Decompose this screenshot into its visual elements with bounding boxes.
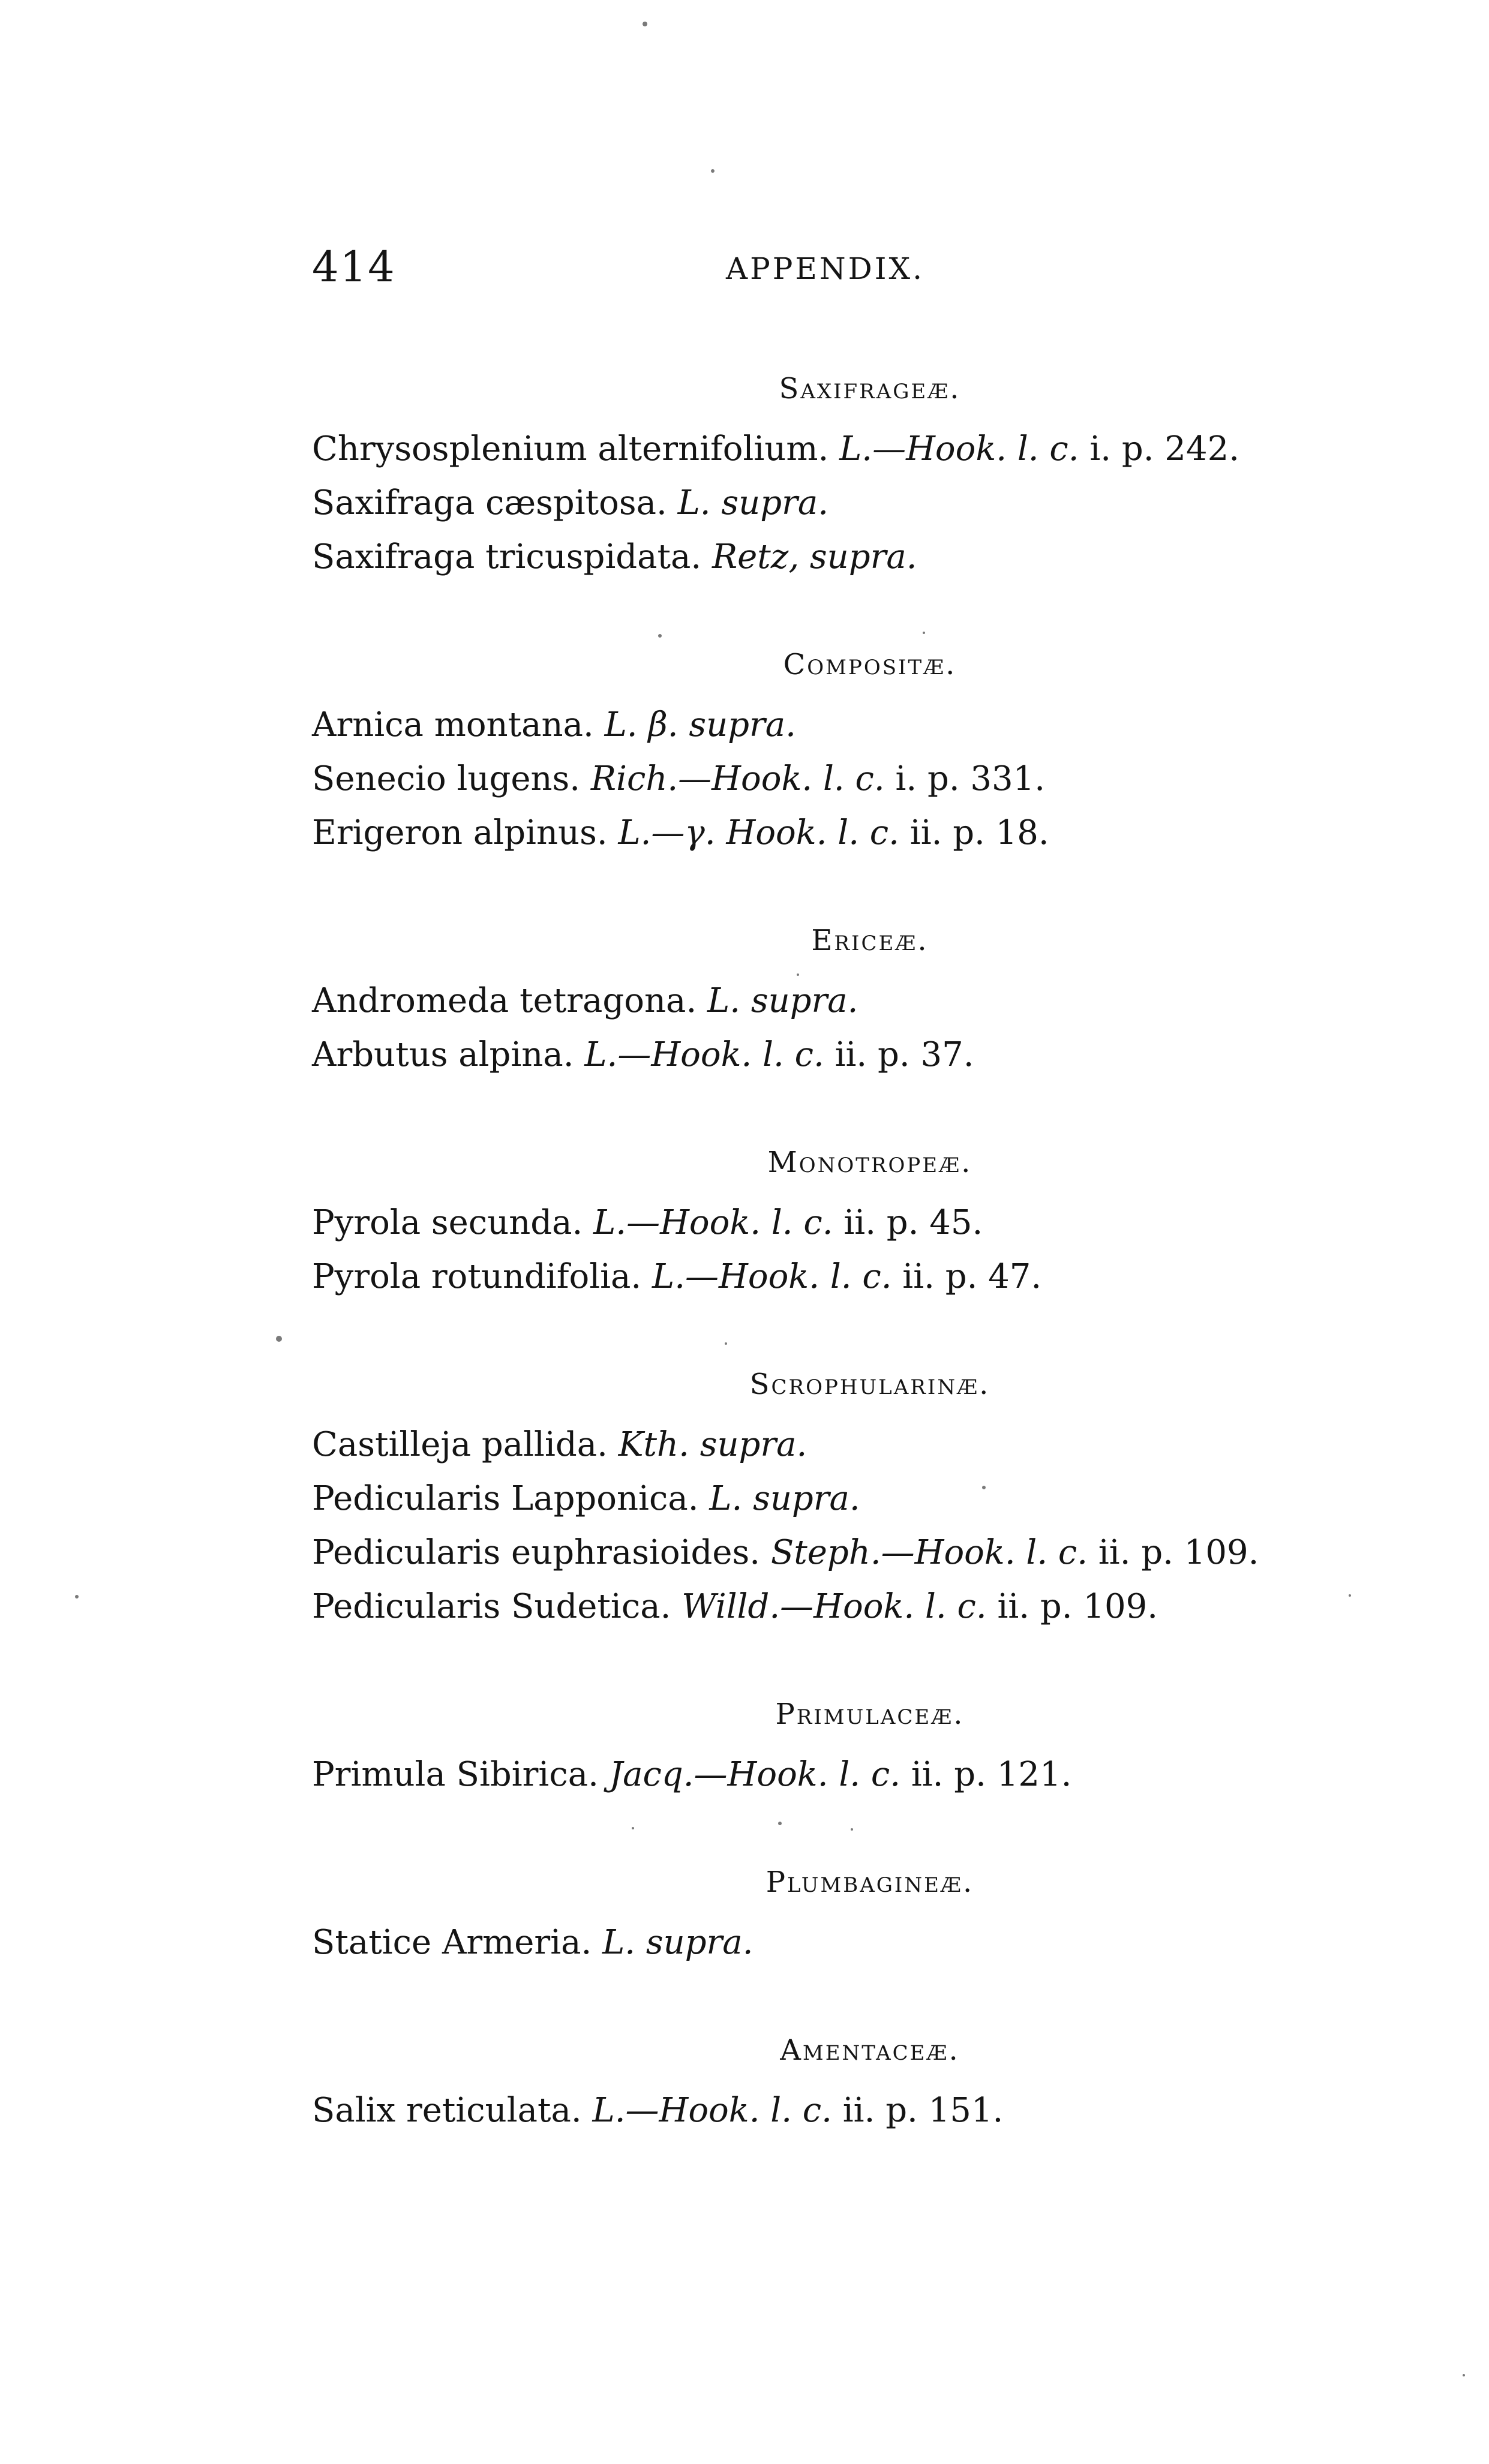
plant-list	[312, 366, 1259, 2138]
family-heading: Scrophularinæ.	[749, 1368, 990, 1401]
species-name: Saxifraga cæspitosa.	[312, 483, 678, 522]
species-name: Pedicularis Sudetica.	[312, 1587, 682, 1626]
authority: L. supra.	[707, 981, 858, 1020]
authority: Retz, supra.	[712, 537, 917, 576]
authority: Steph.—Hook. l. c.	[770, 1533, 1088, 1572]
authority: Jacq.—Hook. l. c.	[609, 1755, 901, 1794]
authority: L. β. supra.	[604, 705, 796, 744]
list-item	[312, 1580, 1248, 1634]
family-section-saxifrageae	[312, 366, 1248, 642]
species-name: Castilleja pallida.	[312, 1425, 619, 1464]
species-name: Salix reticulata.	[312, 2091, 593, 2130]
family-heading: Plumbagineæ.	[765, 1865, 974, 1899]
authority: L.—Hook. l. c.	[584, 1035, 824, 1074]
list-item	[312, 752, 1248, 806]
running-head	[312, 240, 1236, 300]
species-name: Pedicularis euphrasioides.	[312, 1533, 771, 1572]
reference: ii. p. 45.	[833, 1203, 983, 1242]
species-name: Arnica montana.	[312, 705, 605, 744]
family-heading: Ericeæ.	[811, 924, 929, 957]
authority: L.—γ. Hook. l. c.	[618, 813, 899, 852]
list-item	[312, 2084, 1248, 2138]
authority: L. supra.	[602, 1923, 753, 1962]
list-item	[312, 1472, 1248, 1526]
reference: ii. p. 47.	[891, 1257, 1042, 1296]
species-name: Primula Sibirica.	[312, 1755, 610, 1794]
reference: ii. p. 18.	[899, 813, 1049, 852]
list-item	[312, 974, 1248, 1028]
species-name: Andromeda tetragona.	[312, 981, 708, 1020]
family-heading: Monotropeæ.	[767, 1146, 972, 1179]
species-name: Erigeron alpinus.	[312, 813, 619, 852]
authority: L.—Hook. l. c.	[593, 1203, 833, 1242]
list-item	[312, 1526, 1259, 1580]
family-section-monotropeae	[312, 1140, 1248, 1362]
species-name: Statice Armeria.	[312, 1923, 603, 1962]
family-section-plumbagineae	[312, 1859, 1248, 2027]
list-item	[312, 1250, 1248, 1304]
reference: ii. p. 109.	[986, 1587, 1158, 1626]
page-number: 414	[312, 242, 396, 292]
reference: i. p. 242.	[1079, 429, 1239, 468]
reference: ii. p. 151.	[831, 2091, 1004, 2130]
family-section-ericeae	[312, 918, 1248, 1140]
family-section-primulaceae	[312, 1691, 1248, 1859]
list-item	[312, 698, 1248, 752]
species-name: Chrysosplenium alternifolium.	[312, 429, 840, 468]
species-name: Senecio lugens.	[312, 759, 591, 798]
family-section-scrophularinae	[312, 1362, 1259, 1691]
list-item	[312, 1916, 1248, 1970]
family-section-amentaceae	[312, 2027, 1248, 2138]
list-item	[312, 530, 1248, 584]
authority: Kth. supra.	[618, 1425, 807, 1464]
family-heading: Saxifrageæ.	[779, 372, 961, 405]
list-item	[312, 806, 1248, 860]
list-item	[312, 422, 1248, 476]
running-title: APPENDIX.	[726, 251, 924, 286]
authority: L.—Hook. l. c.	[839, 429, 1079, 468]
family-heading: Primulaceæ.	[775, 1697, 965, 1731]
reference: ii. p. 37.	[824, 1035, 974, 1074]
species-name: Pedicularis Lapponica.	[312, 1479, 710, 1518]
species-name: Saxifraga tricuspidata.	[312, 537, 712, 576]
authority: L. supra.	[677, 483, 829, 522]
list-item	[312, 476, 1248, 530]
authority: L. supra.	[709, 1479, 860, 1518]
authority: Willd.—Hook. l. c.	[682, 1587, 987, 1626]
reference: ii. p. 121.	[900, 1755, 1072, 1794]
authority: Rich.—Hook. l. c.	[590, 759, 885, 798]
authority: L.—Hook. l. c.	[592, 2091, 832, 2130]
list-item	[312, 1748, 1248, 1802]
family-heading: Amentaceæ.	[780, 2033, 960, 2067]
reference: i. p. 331.	[884, 759, 1046, 798]
list-item	[312, 1196, 1248, 1250]
species-name: Arbutus alpina.	[312, 1035, 585, 1074]
species-name: Pyrola rotundifolia.	[312, 1257, 653, 1296]
list-item	[312, 1418, 1248, 1472]
species-name: Pyrola secunda.	[312, 1203, 594, 1242]
family-heading: Compositæ.	[783, 648, 957, 681]
authority: L.—Hook. l. c.	[652, 1257, 892, 1296]
list-item	[312, 1028, 1248, 1082]
family-section-compositae	[312, 642, 1248, 918]
reference: ii. p. 109.	[1088, 1533, 1259, 1572]
